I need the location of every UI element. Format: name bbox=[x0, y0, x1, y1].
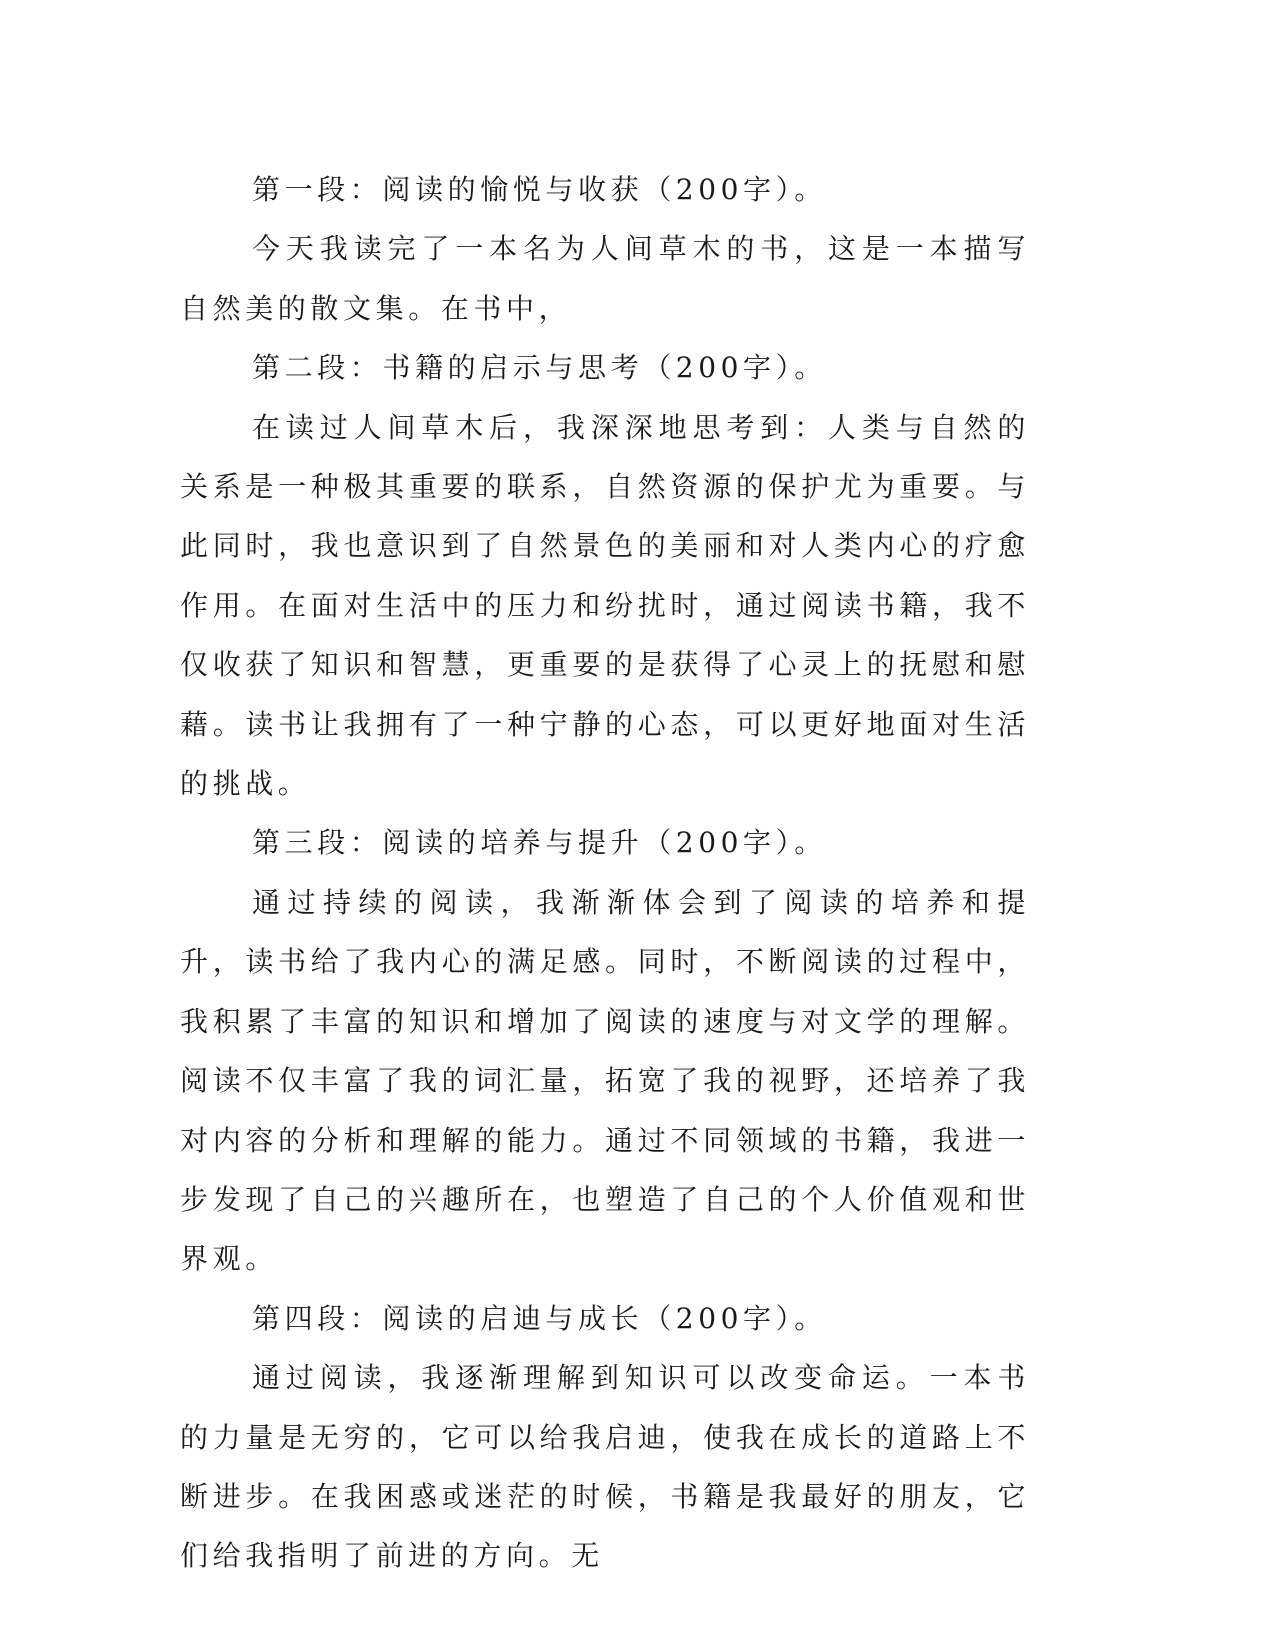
section-heading-3: 第三段：阅读的培养与提升（200字）。 bbox=[252, 826, 827, 860]
paragraph-3: 通过持续的阅读，我渐渐体会到了阅读的培养和提升，读书给了我内心的满足感。同时，不断阅读的过程中，我积累了丰富的知识和增加了阅读的速度与对文学的理解。阅读不仅丰富了我的词汇量，拓宽了我的视野，还培养了我对内容的分析和理解的能力。通过不同领域的书籍，我进一步发现了自己的兴趣所在，也塑造了自己的个人价值观和世界观。 bbox=[180, 885, 1030, 1276]
paragraph-2: 在读过人间草木后，我深深地思考到：人类与自然的关系是一种极其重要的联系，自然资源的保护尤为重要。与此同时，我也意识到了自然景色的美丽和对人类内心的疗愈作用。在面对生活中的压力和纷扰时，通过阅读书籍，我不仅收获了知识和智慧，更重要的是获得了心灵上的抚慰和慰藉。读书让我拥有了一种宁静的心态，可以更好地面对生活的挑战。 bbox=[180, 410, 1030, 801]
section-heading-4: 第四段：阅读的启迪与成长（200字）。 bbox=[252, 1301, 827, 1335]
section-heading-1: 第一段：阅读的愉悦与收获（200字）。 bbox=[252, 173, 827, 206]
paragraph-1: 今天我读完了一本名为人间草木的书，这是一本描写自然美的散文集。在书中， bbox=[180, 232, 1030, 325]
section-heading-2: 第二段：书籍的启示与思考（200字）。 bbox=[252, 351, 827, 385]
body-text bbox=[180, 160, 1030, 1586]
paragraph-4: 通过阅读，我逐渐理解到知识可以改变命运。一本书的力量是无穷的，它可以给我启迪，使我在成长的道路上不断进步。在我困惑或迷茫的时候，书籍是我最好的朋友，它们给我指明了前进的方向。无 bbox=[180, 1361, 1030, 1573]
